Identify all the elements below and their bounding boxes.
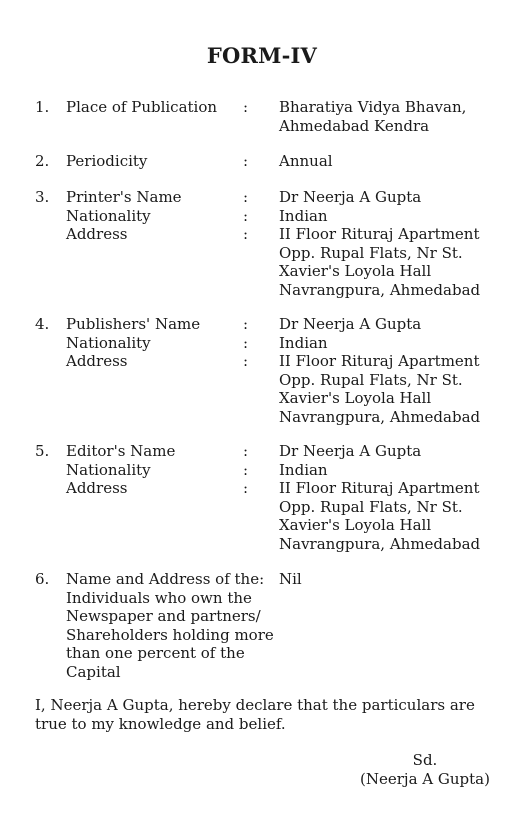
item-value: Navrangpura, Ahmedabad <box>279 534 481 553</box>
item-colons <box>243 442 253 498</box>
item-label: Address <box>66 225 128 243</box>
item-labels <box>66 98 266 117</box>
item-labels <box>66 442 266 498</box>
item-value: Opp. Rupal Flats, Nr St. <box>279 370 463 389</box>
item-colons <box>243 188 253 244</box>
item-value: Annual <box>279 152 333 170</box>
item-value: Dr Neerja A Gupta <box>279 442 422 460</box>
item-value: Indian <box>279 460 328 479</box>
item-values <box>279 570 519 589</box>
item-value: Opp. Rupal Flats, Nr St. <box>279 243 463 262</box>
item-label: than one percent of the <box>66 644 245 662</box>
item-value: II Floor Rituraj Apartment <box>279 479 480 497</box>
item-value: Dr Neerja A Gupta <box>279 188 422 206</box>
item-value: Indian <box>279 206 328 225</box>
item-value: Xavier's Loyola Hall <box>279 262 432 280</box>
item-values <box>279 188 519 299</box>
form-title: FORM-IV <box>206 43 318 68</box>
item-colons <box>243 98 253 117</box>
item-colon: : <box>243 188 249 206</box>
item-label: Printer's Name <box>66 188 182 206</box>
item-value: Navrangpura, Ahmedabad <box>279 407 481 426</box>
item-colon: : <box>243 152 249 170</box>
item-values <box>279 98 519 135</box>
item-colon: : <box>243 315 249 333</box>
declaration-text: I, Neerja A Gupta, hereby declare that the particulars are true to my knowledge and belief. <box>35 696 475 733</box>
item-number: 2. <box>35 152 50 170</box>
item-labels <box>66 188 266 244</box>
item-value: Nil <box>279 570 302 588</box>
item-label: Shareholders holding more <box>66 625 274 644</box>
item-values <box>279 315 519 426</box>
item-colon: : <box>243 479 249 497</box>
item-label: Nationality <box>66 206 151 225</box>
item-value: II Floor Rituraj Apartment <box>279 352 480 370</box>
item-value: Opp. Rupal Flats, Nr St. <box>279 497 463 516</box>
item-value: Navrangpura, Ahmedabad <box>279 280 481 299</box>
item-number: 5. <box>35 442 50 460</box>
item-colon: : <box>243 333 249 352</box>
item-value: Xavier's Loyola Hall <box>279 389 432 407</box>
item-value: Indian <box>279 333 328 352</box>
item-label: Editor's Name <box>66 442 176 460</box>
item-value: Dr Neerja A Gupta <box>279 315 422 333</box>
item-colon: : <box>243 442 249 460</box>
item-label: Name and Address of the: <box>66 570 265 588</box>
item-label: Nationality <box>66 333 151 352</box>
item-label: Publishers' Name <box>66 315 201 333</box>
item-number: 1. <box>35 98 50 116</box>
item-label: Capital <box>66 662 121 681</box>
item-colon: : <box>243 352 249 370</box>
item-values <box>279 442 519 553</box>
item-colon: : <box>243 98 249 116</box>
item-colon: : <box>243 460 249 479</box>
item-label: Newspaper and partners/ <box>66 607 261 625</box>
signature-block <box>360 751 490 789</box>
signature-name: (Neerja A Gupta) <box>360 770 490 788</box>
item-labels <box>66 570 274 681</box>
item-values <box>279 152 519 171</box>
item-label: Address <box>66 479 128 497</box>
item-value: II Floor Rituraj Apartment <box>279 225 480 243</box>
item-colons <box>243 315 253 371</box>
item-label: Address <box>66 352 128 370</box>
item-label: Nationality <box>66 460 151 479</box>
item-number: 3. <box>35 188 50 206</box>
item-label: Periodicity <box>66 152 148 170</box>
item-number: 4. <box>35 315 50 333</box>
item-value: Ahmedabad Kendra <box>279 116 430 135</box>
item-colon: : <box>243 225 249 243</box>
item-colon: : <box>243 206 249 225</box>
item-value: Xavier's Loyola Hall <box>279 516 432 534</box>
item-number: 6. <box>35 570 50 588</box>
item-colons <box>243 152 253 171</box>
item-label: Individuals who own the <box>66 588 252 607</box>
item-labels <box>66 315 266 371</box>
item-label: Place of Publication <box>66 98 218 116</box>
item-labels <box>66 152 266 171</box>
signature-sd: Sd. <box>412 751 438 769</box>
item-value: Bharatiya Vidya Bhavan, <box>279 98 467 116</box>
